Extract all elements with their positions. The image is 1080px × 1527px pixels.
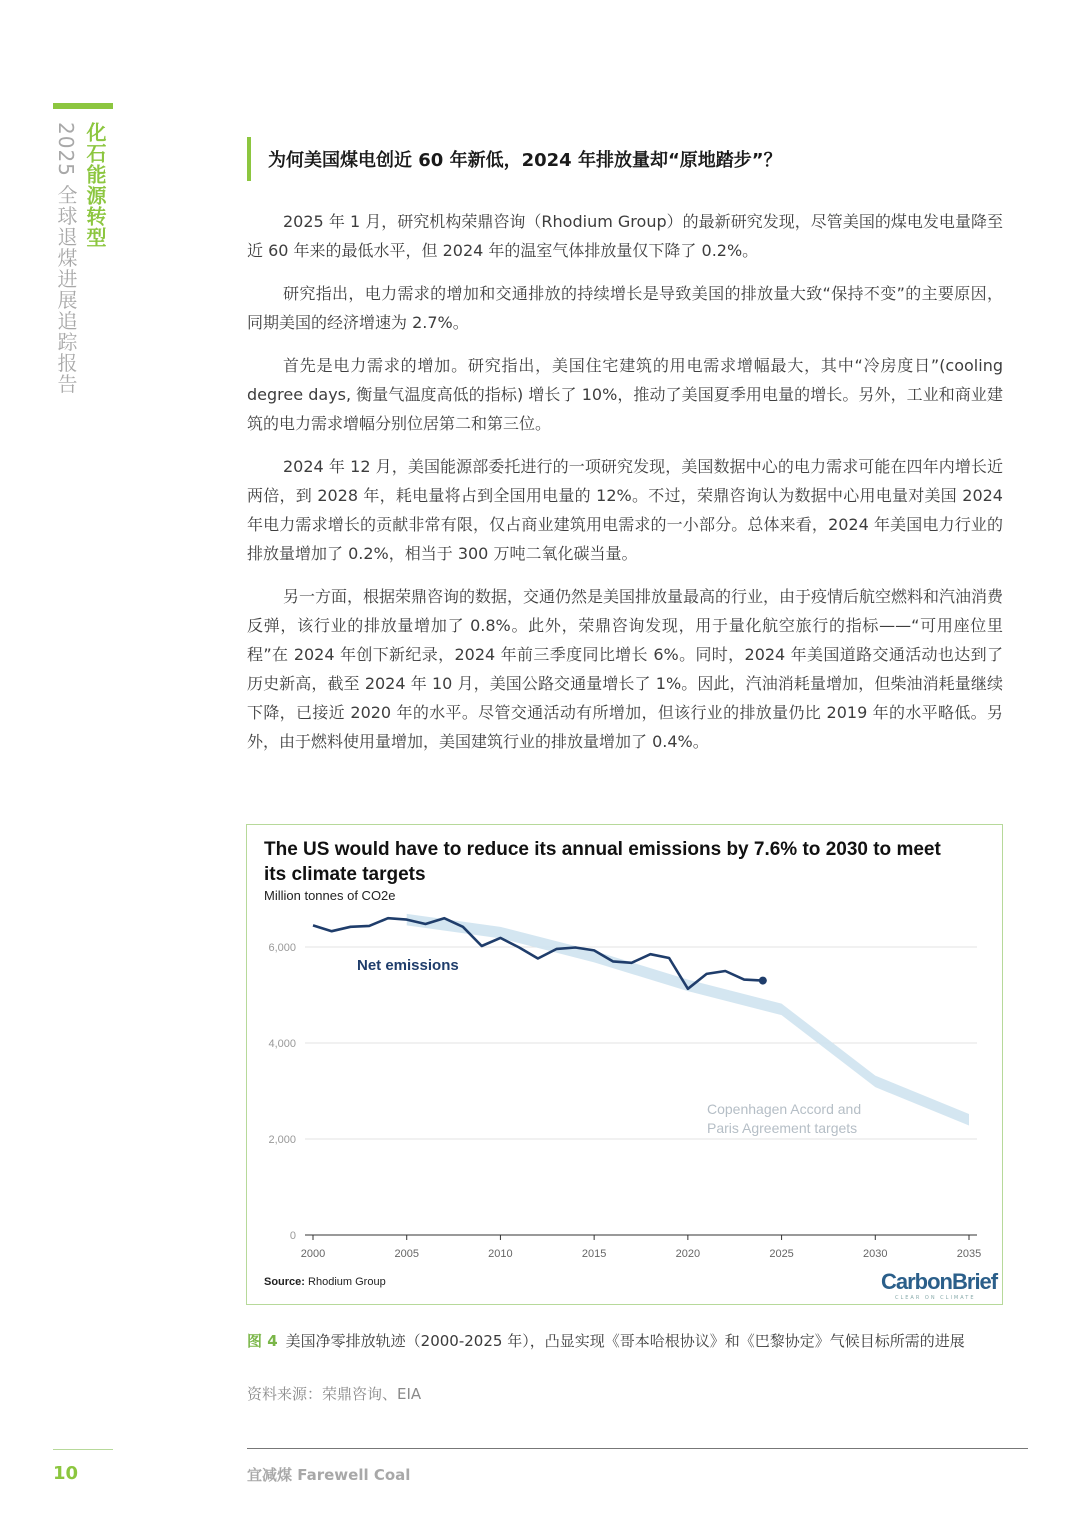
chart-source [264, 1276, 386, 1288]
paragraph-3: 首先是电力需求的增加。研究指出，美国住宅建筑的用电需求增幅最大，其中“冷房度日”(cooling degree days, 衡量气温度高低的指标) 增长了 10%，推动了美国夏季用电量的增长。另外，工业和商业建筑的电力需求增幅分别位居第二和第三位。 [247, 356, 1003, 433]
carbonbrief-logo: CarbonBrief [881, 1269, 998, 1294]
x-tick-label: 2030 [863, 1248, 888, 1260]
chart-source-value: Rhodium Group [308, 1276, 386, 1288]
article-body [247, 207, 1003, 770]
chart-source-label: Source: [264, 1276, 305, 1288]
page-number: 10 [53, 1463, 79, 1484]
paragraph-5: 另一方面，根据荣鼎咨询的数据，交通仍然是美国排放量最高的行业，由于疫情后航空燃料和汽油消费反弹，该行业的排放量增加了 0.8%。此外，荣鼎咨询发现，用于量化航空旅行的指标——“可用座位里程”在 2024 年创下新纪录，2024 年前三季度同比增长 6%。同时，2024 年美国道路交通活动也达到了历史新高，截至 2024 年 10 月，美国公路交通量增长了 1%。因此，汽油消耗量增加，但柴油消耗量继续下降，已接近 2020 年的水平。尽管交通活动有所增加，但该行业的排放量仍比 2019 年的水平略低。另外，由于燃料使用量增加，美国建筑行业的排放量增加了 0.4%。 [247, 587, 1004, 751]
y-tick-label: 6,000 [268, 942, 296, 954]
target-label-line1: Copenhagen Accord and [707, 1101, 862, 1117]
emissions-chart-figure [246, 824, 1003, 1305]
chart-title: The US would have to reduce its annual emissions by 7.6% to 2030 to meet its climate targets [264, 839, 941, 885]
figure-source-line: 资料来源：荣鼎咨询、EIA [247, 1385, 422, 1403]
section-heading [247, 137, 782, 181]
x-tick-label: 2035 [956, 1248, 982, 1260]
target-label-line2: Paris Agreement targets [707, 1120, 858, 1136]
net-emissions-label: Net emissions [357, 957, 459, 974]
figure-caption-label: 图 4 [247, 1332, 278, 1350]
paragraph-2: 研究指出，电力需求的增加和交通排放的持续增长是导致美国的排放量大致“保持不变”的主要原因，同期美国的经济增速为 2.7%。 [247, 284, 1003, 332]
section-heading-text: 为何美国煤电创近 60 年新低，2024 年排放量却“原地踏步”？ [268, 150, 782, 171]
chart-unit: Million tonnes of CO2e [264, 888, 396, 903]
sidebar-accent-bar [53, 103, 113, 109]
footer-accent-line [53, 1449, 113, 1450]
x-tick-label: 2015 [581, 1248, 607, 1260]
sidebar-section-title: 化石能源转型 [83, 122, 107, 248]
figure-caption [247, 1331, 1003, 1351]
x-tick-label: 2005 [394, 1248, 419, 1260]
x-tick-label: 2000 [300, 1248, 326, 1260]
footer-divider [247, 1448, 1028, 1449]
net-emissions-line [313, 918, 763, 989]
x-tick-label: 2020 [675, 1248, 701, 1260]
sidebar-report-title: 2025 全球退煤进展追踪报告 [54, 122, 78, 395]
net-emissions-endpoint [759, 977, 767, 985]
target-band [407, 914, 969, 1126]
figure-caption-text: 美国净零排放轨迹（2000-2025 年），凸显实现《哥本哈根协议》和《巴黎协定》气候目标所需的进展 [285, 1332, 965, 1350]
y-tick-label: 0 [289, 1230, 296, 1242]
paragraph-4: 2024 年 12 月，美国能源部委托进行的一项研究发现，美国数据中心的电力需求可能在四年内增长近两倍，到 2028 年，耗电量将占到全国用电量的 12%。不过，荣鼎咨询认为数据中心用电量对美国 2024 年电力需求增长的贡献非常有限，仅占商业建筑用电需求的一小部分。总体来看，2024 年美国电力行业的排放量增加了 0.2%，相当于 300 万吨二氧化碳当量。 [247, 457, 1003, 563]
footer-brand: 宜减煤 Farewell Coal [247, 1466, 411, 1484]
y-tick-label: 2,000 [268, 1134, 296, 1146]
carbonbrief-tagline: CLEAR ON CLIMATE [895, 1295, 976, 1301]
y-tick-label: 4,000 [268, 1038, 296, 1050]
paragraph-1: 2025 年 1 月，研究机构荣鼎咨询（Rhodium Group）的最新研究发现，尽管美国的煤电发电量降至近 60 年来的最低水平，但 2024 年的温室气体排放量仅下降了 0.2%。 [247, 212, 1003, 260]
emissions-line-chart [247, 825, 1004, 1306]
x-tick-label: 2010 [488, 1248, 513, 1260]
x-tick-label: 2025 [769, 1248, 794, 1260]
